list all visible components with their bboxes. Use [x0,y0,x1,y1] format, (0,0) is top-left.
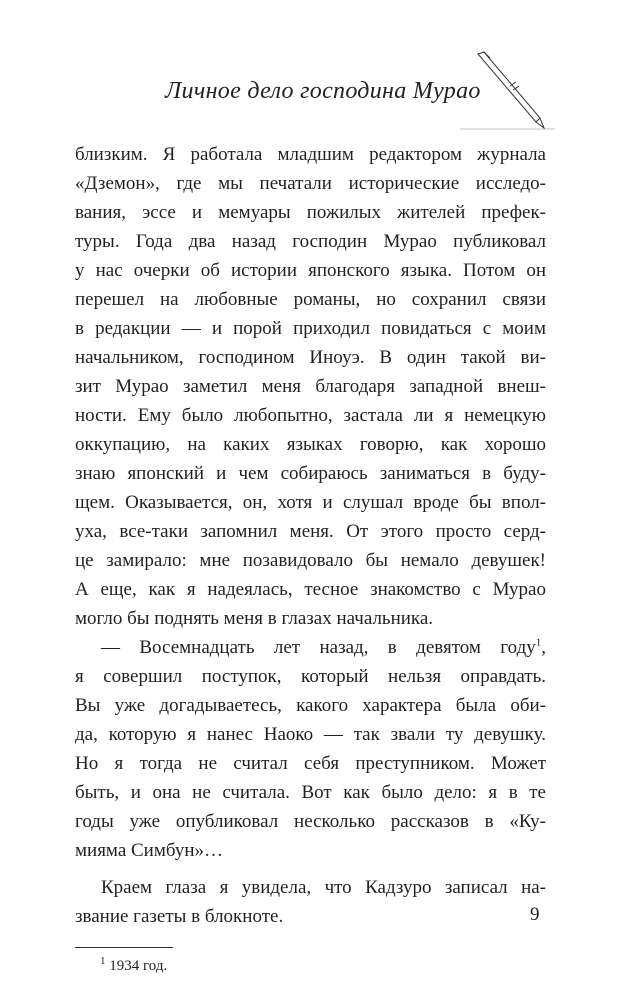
text-line: у нас очерки об истории японского языка. Потом он [75,260,546,281]
text-line: да, которую я нанес Наоко — так звали ту девушку. [75,724,546,745]
fountain-pen-icon [460,50,560,130]
text-line: могло бы поднять меня в глазах начальника. [75,608,434,629]
paragraph-2 [75,633,546,865]
text-line: перешел на любовные романы, но сохранил связи [75,289,546,310]
text-line: звание газеты в блокноте. [75,906,284,927]
text-line: знаю японский и чем собираюсь заниматься в буду- [75,463,546,484]
footnote-marker: 1 [100,955,106,967]
footnote [100,956,167,976]
text-line-with-footnote: — Восемнадцать лет назад, в девятом году$^1$, [101,636,546,658]
text-line: «Дземон», где мы печатали исторические исследо- [75,173,546,194]
paragraph-1 [75,140,546,633]
footnote-text: 1934 год. [105,958,168,974]
text-line: мияма Симбун»… [75,840,223,861]
text-line: Но я тогда не считал себя преступником. Может [75,753,546,774]
footnote-divider [75,947,173,948]
text-line: щем. Оказывается, он, хотя и слушал вроде бы впол- [75,492,546,513]
text-line: годы уже опубликовал несколько рассказов в «Ку- [75,811,546,832]
text-line: А еще, как я надеялась, тесное знакомство с Мурао [75,579,546,600]
text-fragment: — Восемнадцать лет назад, в девятом году [101,637,536,658]
paragraph-3 [75,873,546,931]
text-line: в редакции — и порой приходил повидаться с моим [75,318,546,339]
text-line: це замирало: мне позавидовало бы немало девушек! [75,550,546,571]
text-line: туры. Года два назад господин Мурао публиковал [75,231,546,252]
text-line: Краем глаза я увидела, что Кадзуро записал на- [101,877,546,898]
text-line: близким. Я работала младшим редактором журнала [75,144,546,165]
text-line: зит Мурао заметил меня благодаря западной внеш- [75,376,546,397]
text-line: вания, эссе и мемуары пожилых жителей префек- [75,202,546,223]
text-line: уха, все-таки запомнил меня. От этого просто серд- [75,521,546,542]
text-line: начальником, господином Иноуэ. В один такой ви- [75,347,546,368]
footnote-reference: 1 [535,636,542,649]
running-title: Личное дело господина Мурао [165,78,481,104]
page-number: 9 [530,904,540,925]
body-text [75,140,546,931]
text-line: оккупацию, на каких языках говорю, как хорошо [75,434,546,455]
text-line: ности. Ему было любопытно, застала ли я немецкую [75,405,546,426]
text-line: Вы уже догадываетесь, какого характера была оби- [75,695,546,716]
text-line: быть, и она не считала. Вот как было дело: я в те [75,782,546,803]
text-line: я совершил поступок, который нельзя оправдать. [75,666,546,687]
